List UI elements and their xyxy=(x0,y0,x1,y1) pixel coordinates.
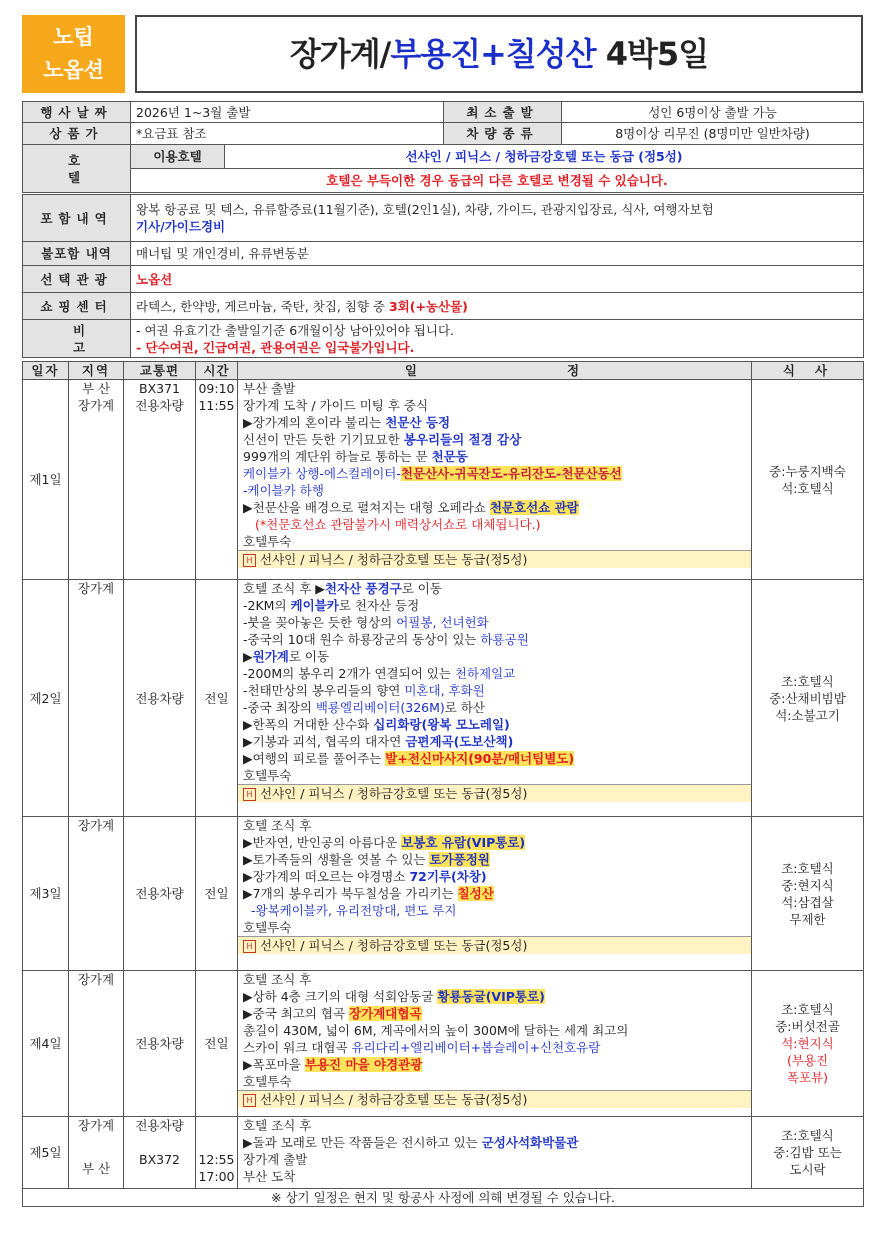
no-tip-no-option-badge xyxy=(22,15,125,93)
meal: (부용진 xyxy=(786,1053,829,1068)
itinerary-line xyxy=(243,750,746,767)
transport: 전용차량 xyxy=(124,817,196,971)
meal: 석:현지식 xyxy=(781,1036,834,1051)
itinerary-line: 호텔 조식 후 xyxy=(243,972,312,987)
day-label: 제2일 xyxy=(23,580,69,817)
text: ▶한폭의 거대한 산수화 xyxy=(243,717,374,732)
meal: 조:호텔식 xyxy=(781,1002,834,1017)
meal: 중:누룽지백숙 xyxy=(769,463,846,479)
hotel-table xyxy=(22,144,864,193)
itinerary-line xyxy=(243,1134,746,1151)
text: 스카이 워크 대협곡 xyxy=(243,1040,352,1055)
day-row xyxy=(23,817,864,971)
text: -중국 최장의 xyxy=(243,700,316,715)
vehicle-value: 8명이상 리무진 (8명미만 일반차량) xyxy=(562,123,864,145)
highlight: 봉우리들의 절경 감상 xyxy=(403,432,522,447)
text: 999개의 계단위 하늘로 통하는 문 xyxy=(243,449,432,464)
day-label: 제5일 xyxy=(23,1117,69,1189)
day-row xyxy=(23,380,864,580)
itinerary-line: 호텔 조식 후 xyxy=(243,1118,312,1133)
itinerary-line xyxy=(243,465,746,482)
text: ▶천문산을 배경으로 펼쳐지는 대형 오페라쇼 xyxy=(243,500,490,515)
itinerary-line: -케이블카 하행 xyxy=(243,483,324,498)
info-table xyxy=(22,101,864,145)
itinerary-line xyxy=(243,431,746,448)
text: 로 천자산 등정 xyxy=(338,598,420,613)
text: ▶중국 최고의 협곡 xyxy=(243,1006,350,1021)
hotel-text: 선샤인 / 피닉스 / 청하금강호텔 또는 동급(정5성) xyxy=(260,938,528,953)
text: 호텔 조식 후 ▶ xyxy=(243,581,325,596)
meal: 조:호텔식 xyxy=(781,860,834,876)
highlight: 어필봉, 선녀헌화 xyxy=(396,615,489,630)
highlight: 천문동 xyxy=(431,449,468,464)
itinerary-line xyxy=(243,648,746,665)
header-itinerary: 일정 xyxy=(238,362,752,380)
flight: BX372 xyxy=(139,1152,180,1167)
highlight: 금편계곡(도보산책) xyxy=(405,734,514,749)
date-label: 행사날짜 xyxy=(23,102,131,123)
meal: 조:호텔식 xyxy=(781,673,834,689)
price-label: 상품가 xyxy=(23,123,131,145)
excl-label: 불포함 내역 xyxy=(23,242,131,266)
highlight: 천자산 풍경구 xyxy=(324,581,402,596)
meal: 무제한 xyxy=(789,911,826,927)
itinerary-line xyxy=(243,716,746,733)
hotel-line xyxy=(238,936,751,954)
highlight: 군성사석화박물관 xyxy=(481,1135,579,1150)
shop-count: 3회(+농산물) xyxy=(388,298,468,314)
hotel-label: 호텔 xyxy=(23,145,131,193)
min-label: 최소출발 xyxy=(444,102,562,123)
itinerary-line: 총길이 430M, 넓이 6M, 계곡에서의 높이 300M에 달하는 세계 최고의 xyxy=(243,1023,629,1038)
meal: 폭포뷰) xyxy=(786,1070,829,1085)
meal: 석:소불고기 xyxy=(775,707,840,723)
time: 09:10 xyxy=(198,381,235,396)
text: -2KM의 xyxy=(243,598,291,613)
opt-value: 노옵션 xyxy=(131,266,864,293)
highlight: 황룡동굴(VIP통로) xyxy=(437,989,545,1004)
region: 장가계 xyxy=(77,581,115,596)
transport: 전용차량 xyxy=(124,580,196,817)
itinerary-line: -왕복케이블카, 유리전망대, 편도 루지 xyxy=(251,903,457,918)
footer-note: ※ 상기 일정은 현지 및 항공사 사정에 의해 변경될 수 있습니다. xyxy=(23,1189,864,1207)
itinerary-line xyxy=(243,631,746,648)
badge-line1: 노팁 xyxy=(53,25,94,49)
day-label: 제1일 xyxy=(23,380,69,580)
itinerary-line xyxy=(243,699,746,716)
itinerary-line: 호텔 조식 후 xyxy=(243,818,312,833)
itinerary-line xyxy=(243,851,746,868)
page-title xyxy=(135,15,863,93)
badge-line2: 노옵션 xyxy=(43,58,104,82)
region: 장가계 xyxy=(77,972,115,987)
text: ▶7개의 봉우리가 북두칠성을 가리키는 xyxy=(243,886,458,901)
highlight: 천하제일교 xyxy=(454,666,516,681)
highlight: 미혼대, 후화원 xyxy=(404,683,485,698)
itinerary-line xyxy=(243,834,746,851)
highlight: 십리화랑(왕복 모노레일) xyxy=(373,717,510,732)
text: 로 이동 xyxy=(288,649,330,664)
meal: 도시락 xyxy=(789,1162,826,1177)
itinerary-line xyxy=(243,988,746,1005)
itinerary-line xyxy=(243,448,746,465)
highlight: 하룡공원 xyxy=(480,632,529,647)
itinerary-line xyxy=(243,580,746,597)
day-label: 제4일 xyxy=(23,971,69,1117)
highlight: 보봉호 유람(VIP통로) xyxy=(401,835,526,850)
header-transport: 교통편 xyxy=(124,362,196,380)
time: 17:00 xyxy=(198,1169,235,1184)
meal: 중:현지식 xyxy=(781,877,834,893)
meal: 석:삼겹살 xyxy=(781,894,834,910)
text: -중국의 10대 원수 하룡장군의 동상이 있는 xyxy=(243,632,481,647)
highlight: 백룡엘리베이터(326M) xyxy=(315,700,445,715)
meal: 조:호텔식 xyxy=(781,1128,834,1143)
schedule-header-row xyxy=(23,362,864,380)
day-row xyxy=(23,1117,864,1189)
itinerary-line: 장가계 출발 xyxy=(243,1152,308,1167)
schedule-table xyxy=(22,361,864,1207)
min-value: 성인 6명이상 출발 가능 xyxy=(562,102,864,123)
hotel-icon: H xyxy=(243,1094,256,1107)
itinerary-cell xyxy=(238,1117,752,1189)
note-line1: - 여권 유효기간 출발일기준 6개월이상 남아있어야 됩니다. xyxy=(136,322,455,338)
itinerary-line: 호텔투숙 xyxy=(243,768,292,783)
time: 전일 xyxy=(196,817,238,971)
price-value: *요금표 참조 xyxy=(131,123,444,145)
text: ▶토가족들의 생활을 엿볼 수 있는 xyxy=(243,852,430,867)
transport: 전용차량 xyxy=(124,971,196,1117)
time: 전일 xyxy=(196,971,238,1117)
title-part2: 부용진+칠성산 xyxy=(390,35,596,73)
highlight: 발+전신마사지(90분/매너팁별도) xyxy=(385,751,575,766)
itinerary-line: 호텔투숙 xyxy=(243,1074,292,1089)
meal: 중:김밥 또는 xyxy=(773,1145,842,1160)
highlight: 천문호선쇼 관람 xyxy=(489,500,579,515)
incl-label: 포함내역 xyxy=(23,195,131,242)
region: 장가계 xyxy=(77,398,115,413)
hotel-line xyxy=(238,784,751,802)
highlight: 부용진 마을 야경관광 xyxy=(304,1057,423,1072)
flight: BX371 xyxy=(139,381,180,396)
hotel-icon: H xyxy=(243,788,256,801)
hotel-line xyxy=(238,550,751,568)
itinerary-line xyxy=(243,414,746,431)
time: 12:55 xyxy=(198,1152,235,1167)
day-row xyxy=(23,971,864,1117)
highlight: 장가계대협곡 xyxy=(349,1006,422,1021)
text: 신선이 만든 듯한 기기묘묘한 xyxy=(243,432,404,447)
meal: 중:버섯전골 xyxy=(775,1019,840,1034)
itinerary-cell xyxy=(238,580,752,817)
itinerary-cell xyxy=(238,971,752,1117)
transport: 전용차량 xyxy=(135,398,184,413)
itinerary-line: 장가계 도착 / 가이드 미팅 후 중식 xyxy=(243,398,429,413)
header-region: 지역 xyxy=(69,362,124,380)
incl-value: 왕복 항공료 및 텍스, 유류할증료(11월기준), 호텔(2인1실), 차량, 가이드, 관광지입장료, 식사, 여행자보험 xyxy=(136,202,714,217)
text: ▶폭포마을 xyxy=(243,1057,305,1072)
highlight: 토가풍정원 xyxy=(429,852,490,867)
itinerary-line xyxy=(243,665,746,682)
time: 11:55 xyxy=(198,398,235,413)
text: ▶장가계의 혼이라 불리는 xyxy=(243,415,386,430)
text: 로 하산 xyxy=(444,700,485,715)
region: 장가계 xyxy=(77,1118,115,1133)
hotel-text: 선샤인 / 피닉스 / 청하금강호텔 또는 동급(정5성) xyxy=(260,786,528,801)
highlight: 72기루(차창) xyxy=(409,869,487,884)
day-row xyxy=(23,580,864,817)
itinerary-line xyxy=(243,682,746,699)
title-part3: 4박5일 xyxy=(595,35,709,73)
text: ▶돌과 모래로 만든 작품들은 전시하고 있는 xyxy=(243,1135,482,1150)
meal: 중:산채비빔밥 xyxy=(769,690,846,706)
text: ▶장가계의 떠오르는 야경명소 xyxy=(243,869,410,884)
text: -200M의 봉우리 2개가 연결되어 있는 xyxy=(243,666,455,681)
incl-value2: 기사/가이드경비 xyxy=(136,219,226,234)
highlight: 칠성산 xyxy=(457,886,494,901)
hotel-note: 호텔은 부득이한 경우 동급의 다른 호텔로 변경될 수 있습니다. xyxy=(131,169,864,193)
transport: 전용차량 xyxy=(135,1118,184,1133)
text: ▶상하 4층 크기의 대형 석회암동굴 xyxy=(243,989,438,1004)
highlight: 원가계 xyxy=(252,649,289,664)
text: ▶여행의 피로를 풀어주는 xyxy=(243,751,386,766)
hotel-text: 선샤인 / 피닉스 / 청하금강호텔 또는 동급(정5성) xyxy=(260,552,528,567)
itinerary-line xyxy=(243,1005,746,1022)
shop-value: 라텍스, 한약방, 게르마늄, 죽탄, 찻집, 침향 중 xyxy=(136,298,389,314)
itinerary-line xyxy=(243,597,746,614)
itinerary-line: 호텔투숙 xyxy=(243,920,292,935)
highlight: 케이블카 xyxy=(290,598,339,613)
highlight: 천문산 등정 xyxy=(385,415,451,430)
highlight: 유리다리+엘리베이터+봅슬레이+신천호유람 xyxy=(351,1040,601,1055)
note-line2: - 단수여권, 긴급여권, 관용여권은 입국불가입니다. xyxy=(136,339,415,355)
meal: 석:호텔식 xyxy=(781,480,834,496)
text: -천태만상의 봉우리들의 향연 xyxy=(243,683,405,698)
itinerary-cell xyxy=(238,380,752,580)
excl-value: 매너팁 및 개인경비, 유류변동분 xyxy=(131,242,864,266)
text: 케이블카 상행-에스컬레이터- xyxy=(243,466,401,481)
text: -붓을 꽂아놓은 듯한 형상의 xyxy=(243,615,397,630)
header-time: 시간 xyxy=(196,362,238,380)
itinerary-line xyxy=(243,868,746,885)
shop-label: 쇼핑센터 xyxy=(23,293,131,320)
itinerary-line: 부산 도착 xyxy=(243,1169,296,1184)
itinerary-line xyxy=(243,499,746,516)
header-meal: 식사 xyxy=(752,362,864,380)
time: 전일 xyxy=(196,580,238,817)
text: ▶ xyxy=(243,649,253,664)
highlight: 천문산사-귀곡잔도-유리잔도-천문산동선 xyxy=(400,466,622,481)
itinerary-line xyxy=(243,885,746,902)
itinerary-line: (*천문호선쇼 관람불가시 매력상서쇼로 대체됩니다.) xyxy=(255,517,541,532)
itinerary-cell xyxy=(238,817,752,971)
hotel-icon: H xyxy=(243,554,256,567)
itinerary-line xyxy=(243,614,746,631)
region: 장가계 xyxy=(77,818,115,833)
hotel-icon: H xyxy=(243,940,256,953)
itinerary-line xyxy=(243,733,746,750)
text: 로 이동 xyxy=(401,581,442,596)
itinerary-line xyxy=(243,1056,746,1073)
hotel-sub-label: 이용호텔 xyxy=(131,145,225,169)
itinerary-line: 부산 출발 xyxy=(243,381,296,396)
itinerary-line: 호텔투숙 xyxy=(243,534,292,549)
vehicle-label: 차량종류 xyxy=(444,123,562,145)
text: ▶기봉과 괴석, 협곡의 대자연 xyxy=(243,734,406,749)
note-label: 비고 xyxy=(23,320,131,358)
day-label: 제3일 xyxy=(23,817,69,971)
text: ▶반자연, 반인공의 아름다운 xyxy=(243,835,402,850)
hotel-text: 선샤인 / 피닉스 / 청하금강호텔 또는 동급(정5성) xyxy=(260,1092,528,1107)
hotel-line xyxy=(238,1090,751,1108)
region: 부 산 xyxy=(81,381,111,396)
date-value: 2026년 1~3월 출발 xyxy=(131,102,444,123)
title-part1: 장가계/ xyxy=(289,35,391,73)
hotel-value: 선샤인 / 피닉스 / 청하금강호텔 또는 동급 (정5성) xyxy=(225,145,864,169)
opt-label: 선택관광 xyxy=(23,266,131,293)
details-table xyxy=(22,194,864,358)
header-day: 일자 xyxy=(23,362,69,380)
itinerary-line xyxy=(243,1039,746,1056)
region: 부 산 xyxy=(81,1161,111,1176)
